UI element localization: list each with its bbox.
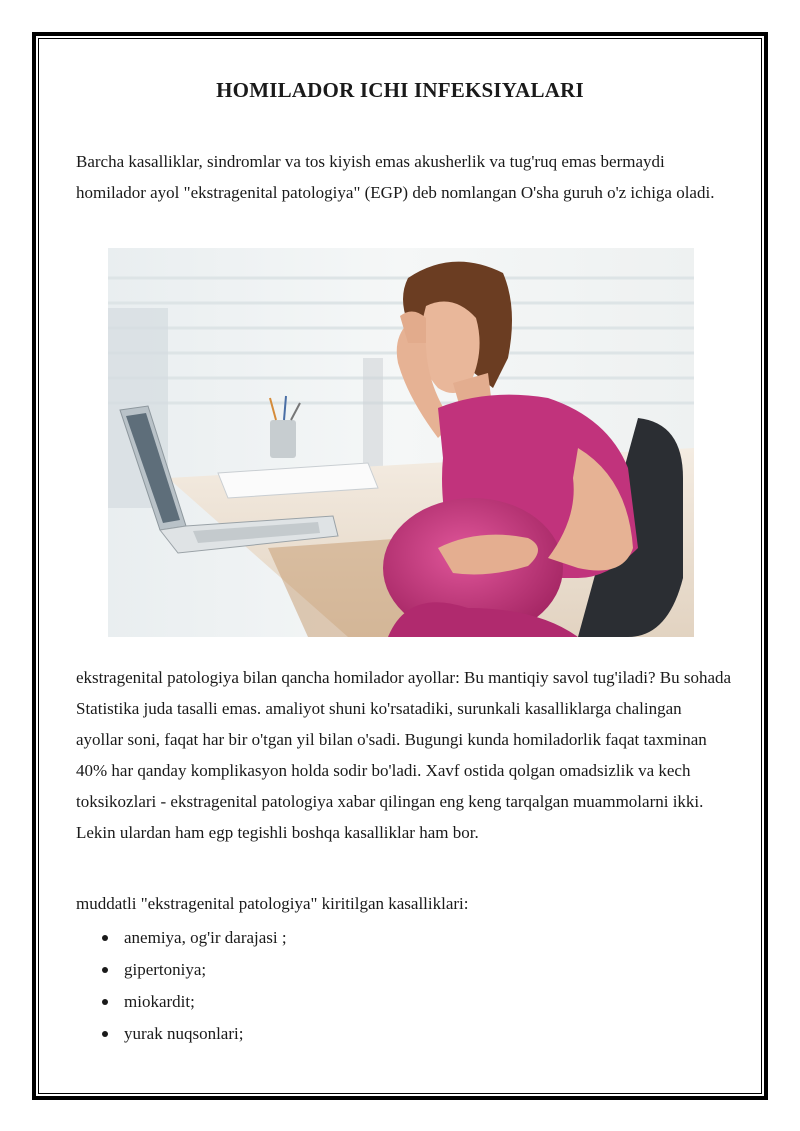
list-item: yurak nuqsonlari; [100,1018,287,1050]
list-intro: muddatli "ekstragenital patologiya" kiritilgan kasalliklari: [76,894,469,913]
pregnant-woman-photo [108,248,694,637]
disease-list [100,922,287,1050]
list-item: gipertoniya; [100,954,287,986]
bullet-icon [102,967,108,973]
bullet-icon [102,999,108,1005]
list-item: miokardit; [100,986,287,1018]
list-item: anemiya, og'ir darajasi ; [100,922,287,954]
document-title: HOMILADOR ICHI INFEKSIYALARI [216,78,584,102]
body-paragraph: ekstragenital patologiya bilan qancha homilador ayollar: Bu mantiqiy savol tug'iladi? Bu sohada Statistika juda tasalli emas. amaliyot shuni ko'rsatadiki, surunkali kasalliklarga chalingan ayollar soni, faqat har bir o'tgan yil bilan o'sadi. Bugungi kunda homiladorlik faqat taxminan 40% har qanday komplikasyon holda sodir bo'ladi. Xavf ostida qolgan omadsizlik va kech toksikozlari - ekstragenital patologiya xabar qilingan eng keng tarqalgan muammolarni ikki. Lekin ulardan ham egp tegishli boshqa kasalliklar ham bor. [76,668,732,842]
intro-paragraph: Barcha kasalliklar, sindromlar va tos kiyish emas akusherlik va tug'ruq emas bermaydi homilador ayol "ekstragenital patologiya" (EGP) deb nomlangan O'sha guruh o'z ichiga oladi. [76,152,715,202]
bullet-icon [102,1031,108,1037]
bullet-icon [102,935,108,941]
